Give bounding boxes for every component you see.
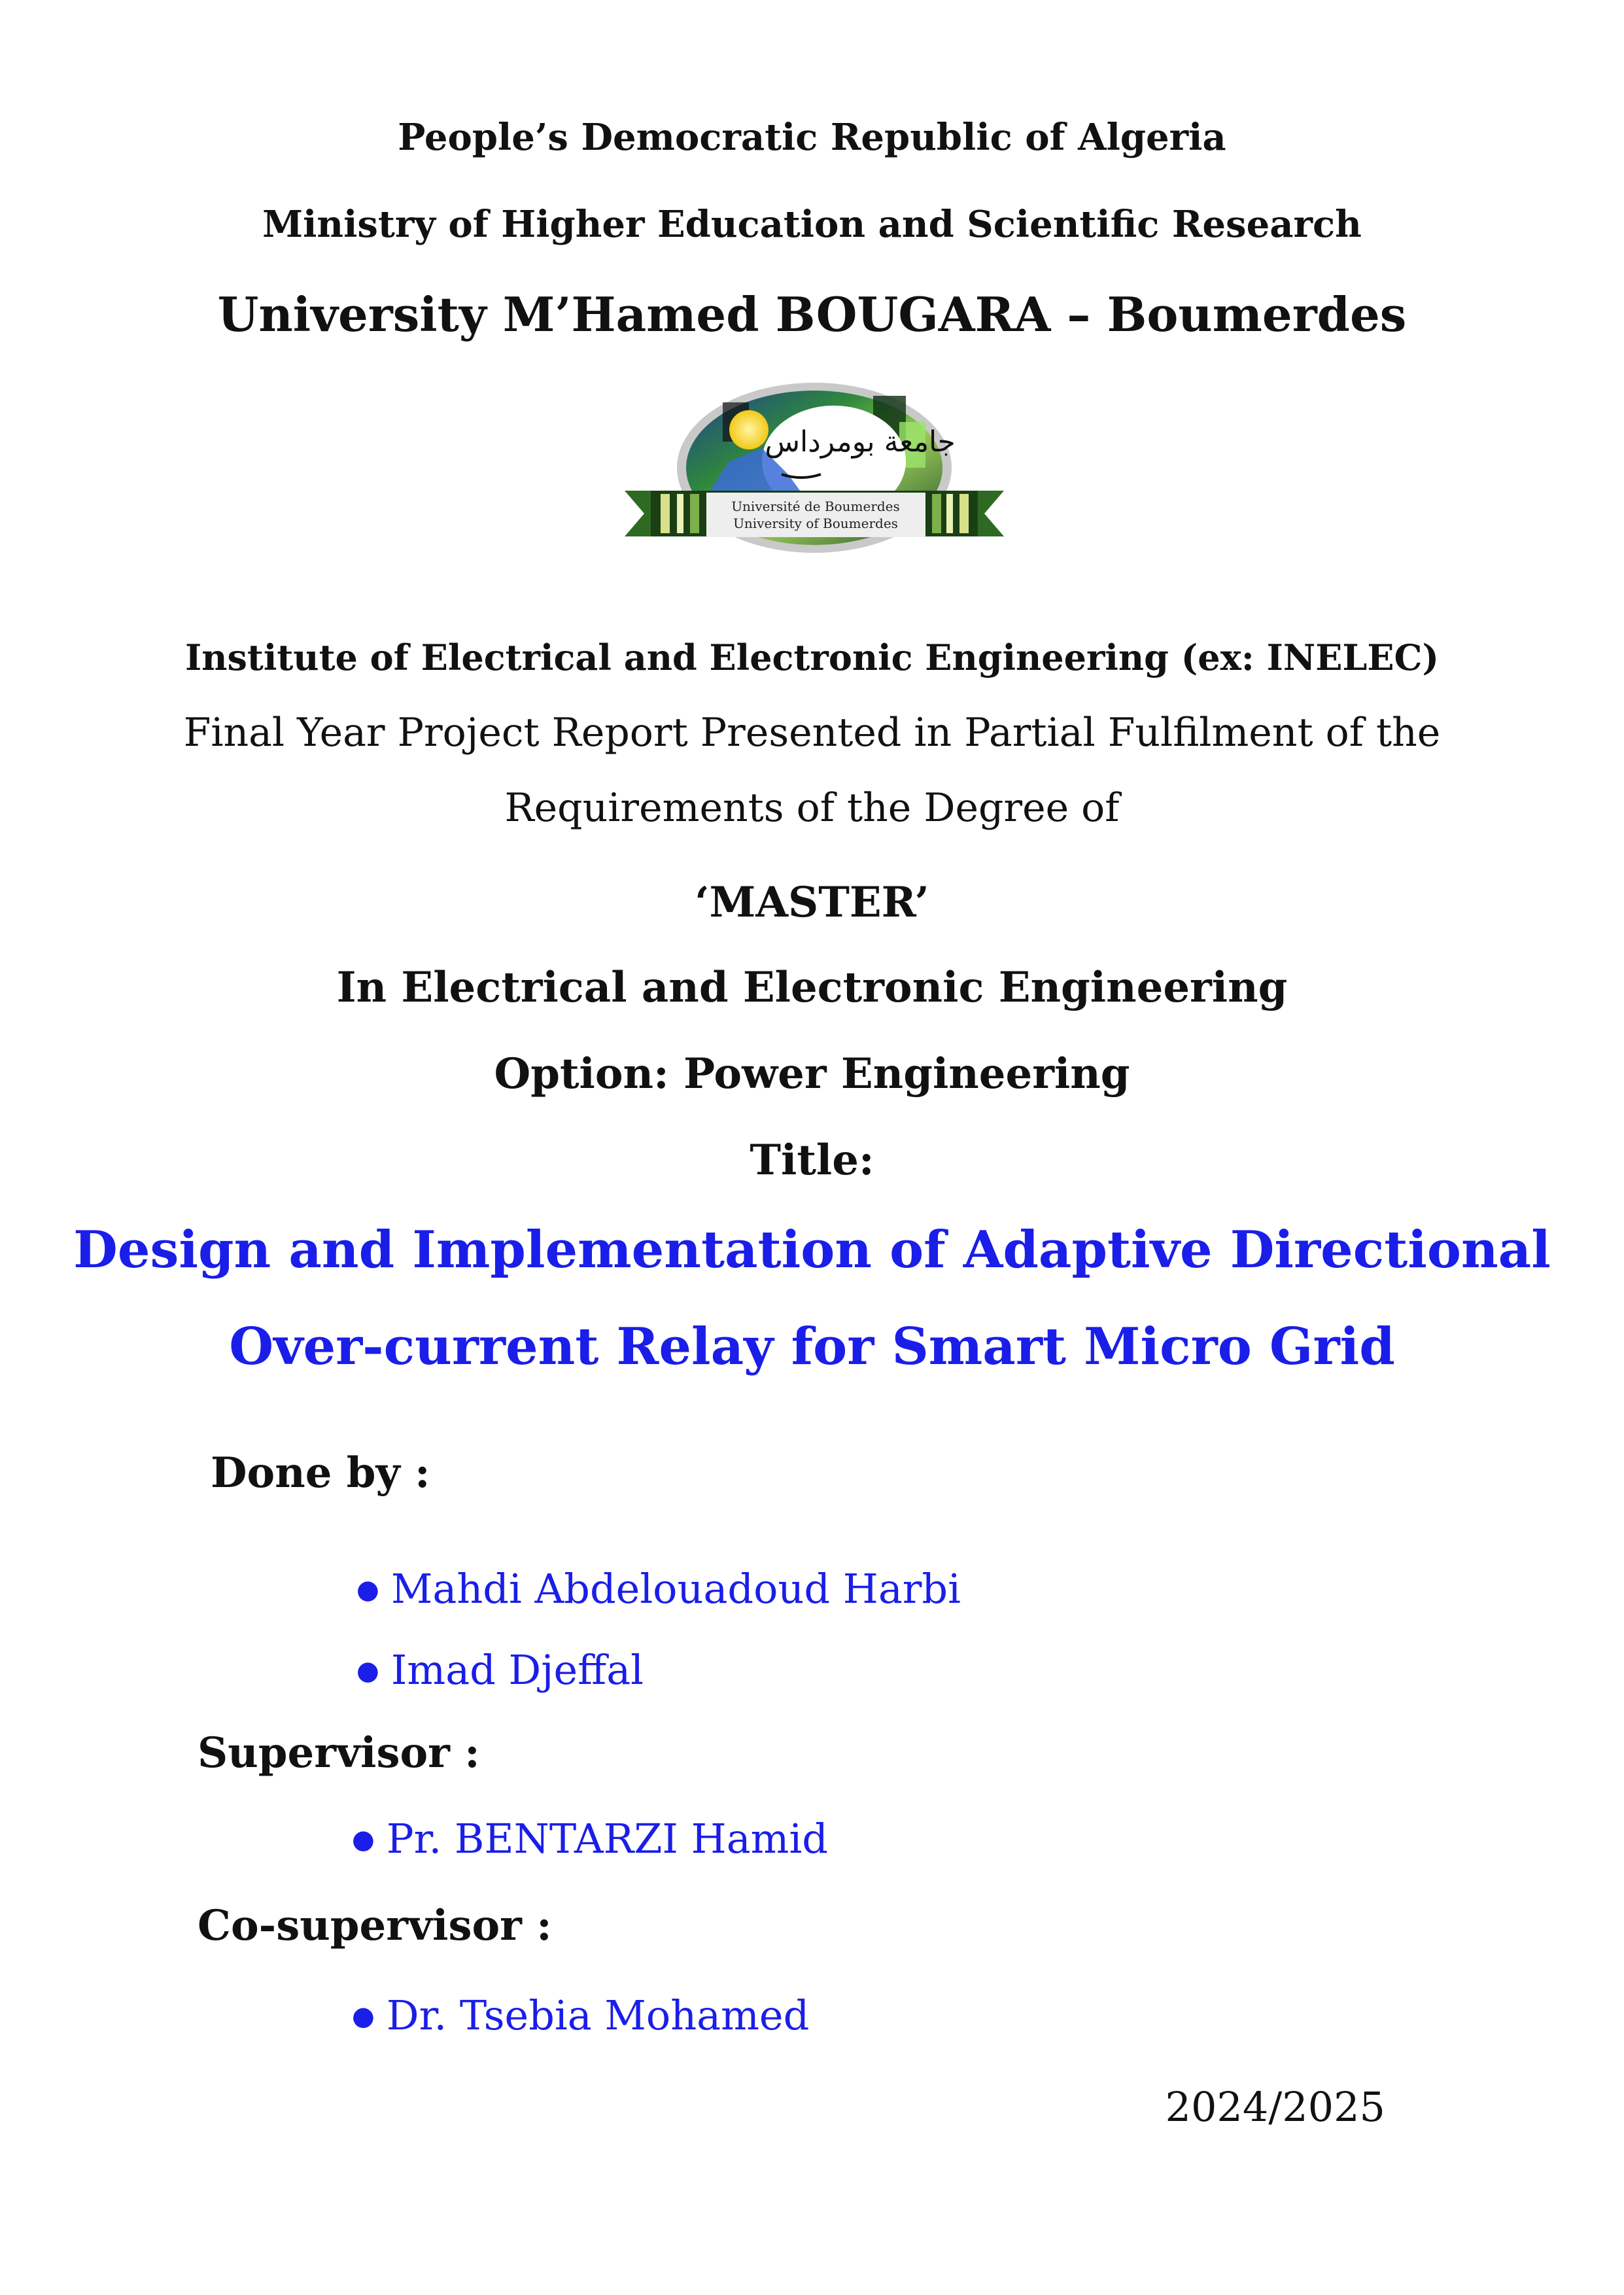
bullet-icon: ●	[352, 1824, 375, 1855]
student-name: Imad Djeffal	[390, 1646, 644, 1694]
logo-arabic-text: جامعة بومرداس	[765, 425, 956, 459]
logo-banner-line2: University of Boumerdes	[733, 516, 898, 531]
bullet-icon: ●	[352, 2001, 375, 2031]
list-item	[352, 1815, 828, 1863]
list-item	[356, 1646, 644, 1694]
student-name: Mahdi Abdelouadoud Harbi	[390, 1565, 961, 1613]
list-item	[356, 1565, 961, 1613]
thesis-title-line2: Over-current Relay for Smart Micro Grid	[229, 1317, 1395, 1376]
co-supervisor-label: Co-supervisor :	[198, 1901, 552, 1950]
bullet-icon: ●	[356, 1655, 379, 1686]
ministry-heading: Ministry of Higher Education and Scientific Research	[262, 203, 1362, 246]
logo-banner-line1: Université de Boumerdes	[731, 499, 900, 514]
thesis-title-line1: Design and Implementation of Adaptive Directional	[73, 1220, 1551, 1280]
degree-option: Option: Power Engineering	[494, 1049, 1130, 1098]
institute-heading: Institute of Electrical and Electronic Engineering (ex: INELEC)	[184, 637, 1440, 678]
bullet-icon: ●	[356, 1574, 379, 1605]
degree-name: ‘MASTER’	[695, 878, 929, 927]
list-item	[352, 1991, 810, 2039]
degree-field: In Electrical and Electronic Engineering	[336, 963, 1288, 1012]
supervisor-label: Supervisor :	[198, 1728, 480, 1778]
university-logo	[625, 376, 1004, 566]
title-label: Title:	[750, 1136, 874, 1185]
presentation-line2: Requirements of the Degree of	[504, 785, 1120, 831]
presentation-line1: Final Year Project Report Presented in Partial Fulfilment of the	[183, 710, 1441, 756]
supervisor-name: Pr. BENTARZI Hamid	[386, 1815, 828, 1863]
sun-icon	[729, 410, 769, 449]
done-by-label: Done by :	[211, 1448, 430, 1498]
country-heading: People’s Democratic Republic of Algeria	[398, 116, 1226, 159]
university-heading: University M’Hamed BOUGARA – Boumerdes	[217, 287, 1407, 342]
academic-year: 2024/2025	[1165, 2083, 1385, 2131]
co-supervisor-name: Dr. Tsebia Mohamed	[386, 1991, 810, 2039]
